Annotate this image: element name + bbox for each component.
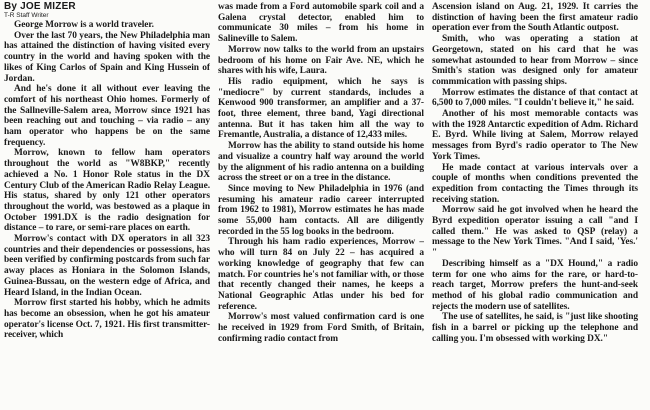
column-2	[218, 2, 424, 394]
paragraph: Morrow's most valued confirmation card is one he received in 1929 from Ford Smith, of Britain, confirming radio contact from	[218, 312, 424, 344]
byline-affiliation: T-R Staff Writer	[4, 12, 49, 19]
paragraph: Morrow first started his hobby, which he admits has become an obsession, when he got his amateur operator's license Oct. 7, 1921. His first transmitter-receiver, which	[4, 298, 210, 341]
article-columns	[4, 2, 646, 394]
column-3	[432, 2, 638, 394]
paragraph: He made contact at various intervals over a couple of months when conditions prevented the expedition from contacting the Times through its receiving station.	[432, 162, 638, 205]
paragraph: was made from a Ford automobile spark coil and a Galena crystal detector, enabled him to communicate 30 miles – from his home in Salineville to Salem.	[218, 2, 424, 45]
paragraph: Since moving to New Philadelphia in 1976 (and resuming his amateur radio career interrupted from 1962 to 1981), Morrow estimates he has made some 55,000 ham contacts. All are diligently recorded in the 55 log books in the bedroom.	[218, 183, 424, 237]
byline: By JOE MIZER	[4, 2, 76, 12]
paragraph: Morrow said he got involved when he heard the Byrd expedition operator issuing a call "and I called them." He was asked to QSP (relay) a message to the New York Times. "And I said, 'Yes.' "	[432, 205, 638, 259]
column-1	[4, 2, 210, 394]
paragraph: Morrow now talks to the world from an upstairs bedroom of his home on Fair Ave. NE, which he shares with his wife, Laura.	[218, 44, 424, 77]
paragraph: Morrow estimates the distance of that contact at 6,500 to 7,000 miles. "I couldn't believe it," he said.	[432, 87, 638, 109]
paragraph: Describing himself as a "DX Hound," a radio term for one who aims for the rare, or hard-to-reach target, Morrow prefers the hunt-and-seek method of his global radio communication and rejects the modern use of satellites.	[432, 258, 638, 312]
paragraph: Smith, who was operating a station at Georgetown, stated on his card that he was somewhat astounded to hear from Morrow – since Smith's station was designed only for amateur commmication with passing ships.	[432, 34, 638, 87]
paragraph: George Morrow is a world traveler.	[14, 20, 154, 30]
paragraph: Ascension island on Aug. 21, 1929. It carries the distinction of having been the first amateur radio operation ever from the South Atlantic outpost.	[432, 2, 638, 34]
paragraph: Morrow has the ability to stand outside his home and visualize a country half way around the world by the alignment of his radio antenna on a building across the street or on a tree in the distance.	[218, 141, 424, 184]
paragraph: And he's done it all without ever leaving the comfort of his northeast Ohio homes. Formerly of the Sallneville-Salem area, Morrow since 1921 has been reaching out and touching – via radio – any ham operator who happens be on the same frequency.	[4, 84, 210, 148]
paragraph: Morrow, known to fellow ham operators throughout the world as "W8BKP," recently achieved a No. 1 Honor Role status in the DX Century Club of the American Radio Relay League. His status, shared by only 121 other operators throughout the world, was bestowed as a plaque in October 1991.DX is the radio designation for distance – to rare, or semi-rare places on earth.	[4, 148, 210, 234]
paragraph: Morrow's contact with DX operators in all 323 countries and their dependencies or possessions, has been verified by confirming postcards from such far away places as Honiara in the Solomon Islands, Guinea-Bussau, on the western edge of Africa, and Heard Island, in the Indian Ocean.	[4, 234, 210, 298]
paragraph: The use of satellites, he said, is "just like shooting fish in a barrel or picking up the telephone and calling you. I'm obsessed with working DX."	[432, 312, 638, 344]
paragraph: Through his ham radio experiences, Morrow – who will turn 84 on July 22 – has acquired a working knowledge of geography that few can match. For countries he's not familiar with, or those that recently changed their names, he keeps a National Geographic Atlas under his bed for reference.	[218, 237, 424, 312]
paragraph: His radio equipment, which he says is "mediocre" by current standards, includes a Kenwood 900 transformer, an amplifier and a 37-foot, three element, three band, Yagi directional antenna. But it has taken him all the way to Fremantle, Australia, a distance of 12,433 miles.	[218, 76, 424, 141]
paragraph: Another of his most memorable contacts was with the 1928 Antarctic expedition of Adm. Richard E. Byrd. While living at Salem, Morrow relayed messages from Byrd's radio operator to The New York Times.	[432, 109, 638, 162]
paragraph: Over the last 70 years, the New Philadelphia man has attained the distinction of having visited every country in the world and having spoken with the likes of King Carlos of Spain and King Hussein of Jordan.	[4, 30, 210, 84]
